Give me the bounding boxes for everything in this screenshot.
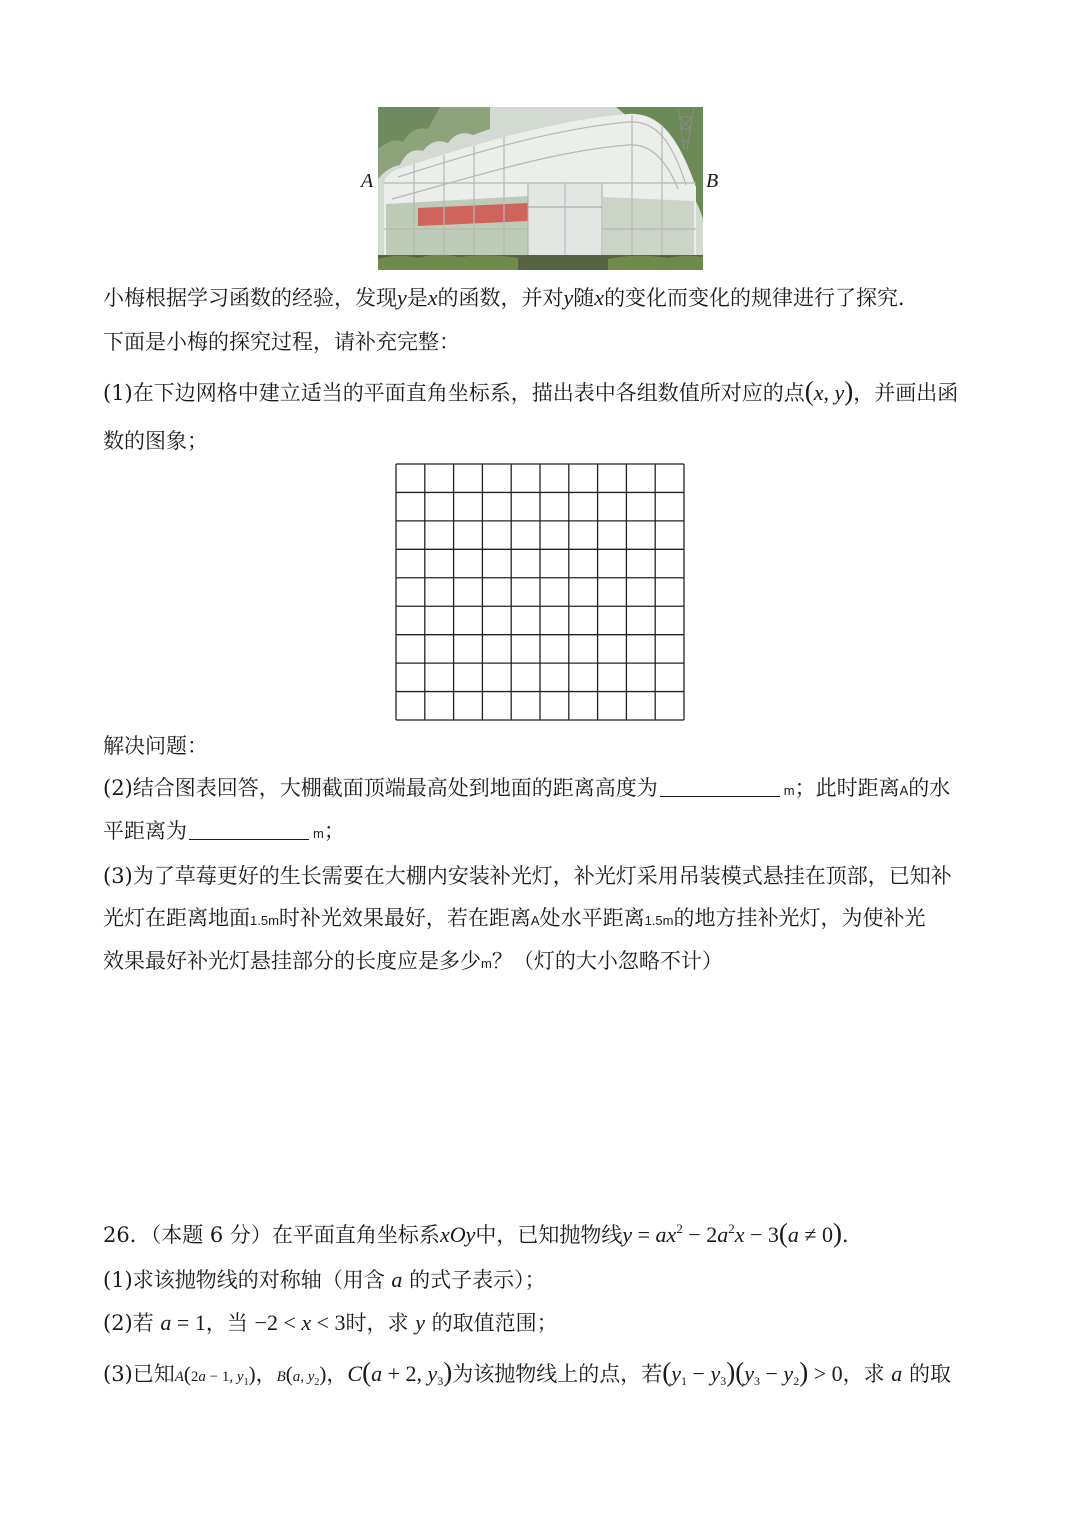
math-operator: < 3 bbox=[311, 1310, 346, 1335]
math-variable: a bbox=[371, 1361, 383, 1386]
text-segment: 的地方挂补光灯，为使补光 bbox=[673, 906, 926, 930]
measure-label: 1.5m bbox=[644, 913, 674, 928]
math-separator: , bbox=[823, 380, 835, 405]
intro-line-2: 下面是小梅的探究过程，请补充完整： bbox=[103, 330, 460, 354]
subscript: 3 bbox=[437, 1374, 444, 1388]
math-variable: a bbox=[198, 1369, 206, 1385]
math-paren: ) bbox=[799, 1357, 809, 1387]
math-number: 2 bbox=[190, 1369, 199, 1385]
superscript: 2 bbox=[728, 1221, 735, 1236]
text-segment: ， bbox=[255, 1362, 277, 1386]
math-variable: y bbox=[415, 1310, 425, 1335]
math-variable: y bbox=[427, 1361, 438, 1386]
math-variable: x bbox=[301, 1310, 312, 1335]
math-variable: y bbox=[622, 1222, 633, 1247]
text-segment: 时补光效果最好，若在距离 bbox=[278, 906, 531, 930]
text-segment: 的变化而变化的规律进行了探究． bbox=[604, 286, 920, 310]
math-variable: y bbox=[236, 1369, 244, 1385]
point-a-expression bbox=[175, 1362, 256, 1386]
math-variable: C bbox=[347, 1361, 363, 1386]
math-paren: ) bbox=[319, 1362, 327, 1386]
math-variable: y bbox=[783, 1361, 794, 1386]
math-variable: y bbox=[397, 285, 407, 310]
unit-label: m bbox=[481, 956, 492, 971]
subscript: 1 bbox=[681, 1374, 688, 1388]
text-segment: ， bbox=[326, 1362, 348, 1386]
math-variable: a bbox=[391, 1267, 403, 1292]
text-segment: ？（灯的大小忽略不计） bbox=[491, 949, 723, 973]
math-variable: A bbox=[174, 1369, 184, 1385]
math-variable: a bbox=[717, 1222, 729, 1247]
text-segment: 的水 bbox=[908, 776, 951, 800]
point-b-expression bbox=[277, 1362, 327, 1386]
subscript: 2 bbox=[793, 1374, 800, 1388]
math-variable: x bbox=[594, 285, 605, 310]
math-operator: + 2, bbox=[382, 1361, 428, 1386]
question-3-line-1: (3)为了草莓更好的生长需要在大棚内安装补光灯，补光灯采用吊装模式悬挂在顶部，已知补 bbox=[103, 864, 952, 888]
text-segment: 的取值范围； bbox=[425, 1311, 558, 1335]
math-paren: ) bbox=[726, 1357, 736, 1387]
math-variable: a bbox=[787, 1222, 799, 1247]
subscript: 3 bbox=[754, 1374, 760, 1388]
math-variable: xOy bbox=[439, 1222, 476, 1247]
math-paren: ( bbox=[285, 1362, 293, 1386]
math-variable: x bbox=[734, 1222, 745, 1247]
math-variable: y bbox=[710, 1361, 721, 1386]
math-variable: a bbox=[292, 1369, 301, 1385]
math-variable: x bbox=[427, 285, 438, 310]
math-variable: x bbox=[813, 380, 824, 405]
text-segment: ，求 bbox=[842, 1362, 892, 1386]
problem-26-part-2 bbox=[103, 1308, 558, 1338]
math-variable: y bbox=[834, 380, 845, 405]
text-segment: (1)求该抛物线的对称轴（用含 bbox=[103, 1268, 392, 1292]
text-segment: ； bbox=[323, 819, 345, 843]
question-2-line-1 bbox=[103, 773, 950, 806]
text-segment: 26．（本题 6 分）在平面直角坐标系 bbox=[103, 1223, 440, 1247]
answer-blank bbox=[660, 776, 780, 797]
math-operator: ≠ 0 bbox=[798, 1222, 833, 1247]
math-paren: ( bbox=[804, 376, 814, 406]
math-operator: − bbox=[760, 1361, 784, 1386]
text-segment: (3)已知 bbox=[103, 1362, 175, 1386]
math-variable: a bbox=[160, 1310, 172, 1335]
point-c-expression bbox=[347, 1357, 453, 1388]
point-label: A bbox=[530, 913, 540, 928]
text-segment: ；此时距离 bbox=[794, 776, 900, 800]
math-paren: ) bbox=[443, 1357, 453, 1387]
text-segment: ，当 bbox=[205, 1311, 255, 1335]
math-paren: ( bbox=[662, 1357, 672, 1387]
text-segment: 中，已知抛物线 bbox=[475, 1223, 623, 1247]
point-label-a: A bbox=[361, 170, 374, 192]
text-segment: ． bbox=[842, 1223, 863, 1247]
answer-blank bbox=[189, 819, 309, 840]
text-segment: 为该抛物线上的点，若 bbox=[452, 1362, 663, 1386]
math-operator: −2 < bbox=[254, 1310, 302, 1335]
solve-heading: 解决问题： bbox=[103, 734, 208, 758]
text-segment: (2)结合图表回答，大棚截面顶端最高处到地面的距离高度为 bbox=[103, 776, 658, 800]
text-segment: 的取 bbox=[902, 1362, 951, 1386]
math-variable: y bbox=[307, 1369, 315, 1385]
math-variable: y bbox=[744, 1361, 754, 1386]
text-segment: 时，求 bbox=[345, 1311, 416, 1335]
math-operator: − bbox=[687, 1361, 711, 1386]
question-1-line-2: 数的图象； bbox=[103, 429, 208, 453]
math-variable: y bbox=[563, 285, 574, 310]
math-paren: ( bbox=[362, 1357, 372, 1387]
problem-26-statement bbox=[103, 1214, 863, 1250]
text-segment: 平距离为 bbox=[103, 819, 187, 843]
subscript: 1 bbox=[243, 1377, 249, 1388]
question-3-line-3 bbox=[103, 946, 723, 979]
text-segment: 处水平距离 bbox=[539, 906, 645, 930]
text-segment: 随 bbox=[573, 286, 595, 310]
math-variable: ax bbox=[655, 1222, 677, 1247]
math-separator: , bbox=[300, 1369, 308, 1385]
subscript: 2 bbox=[314, 1377, 320, 1388]
text-segment: 小梅根据学习函数的经验，发现 bbox=[103, 286, 397, 310]
text-segment: (2)若 bbox=[103, 1311, 161, 1335]
math-paren: ( bbox=[778, 1218, 788, 1248]
intro-line-1 bbox=[103, 283, 919, 313]
point-label: A bbox=[899, 783, 909, 798]
math-variable: a bbox=[891, 1361, 903, 1386]
text-segment: 是 bbox=[406, 286, 428, 310]
question-2-line-2 bbox=[103, 816, 345, 849]
math-paren: ) bbox=[248, 1362, 256, 1386]
math-variable: B bbox=[276, 1369, 286, 1385]
text-segment: (1)在下边网格中建立适当的平面直角坐标系，描出表中各组数值所对应的点 bbox=[103, 381, 805, 405]
problem-26-part-1 bbox=[103, 1265, 546, 1295]
subscript: 3 bbox=[720, 1374, 727, 1388]
math-operator: = 1 bbox=[171, 1310, 206, 1335]
math-variable: y bbox=[671, 1361, 682, 1386]
math-paren: ( bbox=[735, 1357, 745, 1387]
greenhouse-photo bbox=[378, 107, 703, 270]
math-operator: − 2 bbox=[682, 1222, 718, 1247]
math-operator: − 3 bbox=[744, 1222, 779, 1247]
measure-label: 1.5m bbox=[250, 913, 279, 928]
text-segment: 的函数，并对 bbox=[437, 286, 564, 310]
point-label-b: B bbox=[706, 170, 719, 192]
math-paren: ) bbox=[844, 376, 854, 406]
text-segment: 的式子表示）； bbox=[402, 1268, 546, 1292]
math-operator: = bbox=[632, 1222, 656, 1247]
math-operator: > 0 bbox=[808, 1361, 843, 1386]
math-operator: − 1, bbox=[205, 1369, 237, 1385]
coordinate-grid bbox=[395, 463, 685, 721]
math-paren: ( bbox=[183, 1362, 191, 1386]
text-segment: ，并画出函 bbox=[853, 381, 959, 405]
superscript: 2 bbox=[676, 1221, 683, 1236]
text-segment: 光灯在距离地面 bbox=[103, 906, 250, 930]
problem-26-part-3 bbox=[103, 1357, 951, 1398]
math-paren: ) bbox=[833, 1218, 842, 1248]
question-3-line-2 bbox=[103, 903, 925, 936]
unit-label: m bbox=[783, 783, 795, 798]
text-segment: 效果最好补光灯悬挂部分的长度应是多少 bbox=[103, 949, 481, 973]
unit-label: m bbox=[313, 826, 324, 841]
question-1-line-1 bbox=[103, 376, 958, 408]
